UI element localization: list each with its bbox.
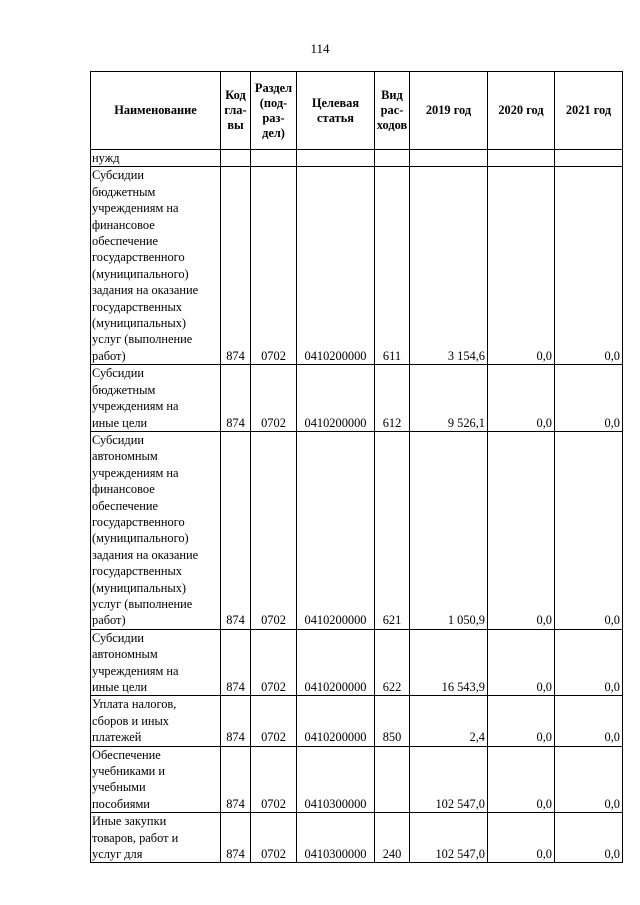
cell-y2021: 0,0	[555, 431, 623, 629]
cell-y2020: 0,0	[488, 746, 555, 813]
cell-section: 0702	[251, 629, 297, 696]
cell-target: 0410300000	[297, 746, 375, 813]
header-section: Раздел (под- раз- дел)	[251, 72, 297, 150]
cell-code: 874	[221, 365, 251, 432]
cell-type: 612	[375, 365, 410, 432]
cell-section: 0702	[251, 167, 297, 365]
cell-section: 0702	[251, 365, 297, 432]
header-type: Вид рас- ходов	[375, 72, 410, 150]
cell-type: 622	[375, 629, 410, 696]
cell-y2021: 0,0	[555, 696, 623, 746]
table-row	[91, 696, 623, 746]
cell-section: 0702	[251, 696, 297, 746]
cell-name: Субсидии автономным учреждениям на иные цели	[91, 629, 221, 696]
cell-code: 874	[221, 431, 251, 629]
cell-target: 0410200000	[297, 629, 375, 696]
cell-y2020: 0,0	[488, 696, 555, 746]
cell-y2021: 0,0	[555, 365, 623, 432]
cell-name: Уплата налогов, сборов и иных платежей	[91, 696, 221, 746]
table-row	[91, 150, 623, 167]
cell-name: Иные закупки товаров, работ и услуг для	[91, 813, 221, 863]
cell-y2021: 0,0	[555, 746, 623, 813]
cell-name: Субсидии автономным учреждениям на финансовое обеспечение государственного (муниципального) задания на оказание государственных (муниципальных) услуг (выполнение работ)	[91, 431, 221, 629]
cell-name: Субсидии бюджетным учреждениям на иные цели	[91, 365, 221, 432]
cell-y2021	[555, 150, 623, 167]
cell-type	[375, 746, 410, 813]
cell-y2019: 3 154,6	[410, 167, 488, 365]
cell-code: 874	[221, 696, 251, 746]
cell-type: 850	[375, 696, 410, 746]
cell-target: 0410200000	[297, 365, 375, 432]
cell-type: 621	[375, 431, 410, 629]
table-row	[91, 365, 623, 432]
table-row	[91, 431, 623, 629]
cell-section: 0702	[251, 813, 297, 863]
table-row	[91, 813, 623, 863]
cell-y2019: 102 547,0	[410, 813, 488, 863]
budget-table	[90, 71, 623, 863]
cell-y2019: 102 547,0	[410, 746, 488, 813]
cell-y2019: 2,4	[410, 696, 488, 746]
cell-y2019: 1 050,9	[410, 431, 488, 629]
cell-code: 874	[221, 629, 251, 696]
table-row	[91, 746, 623, 813]
cell-target	[297, 150, 375, 167]
header-2021: 2021 год	[555, 72, 623, 150]
cell-y2020: 0,0	[488, 813, 555, 863]
cell-y2021: 0,0	[555, 629, 623, 696]
cell-y2019: 9 526,1	[410, 365, 488, 432]
cell-target: 0410300000	[297, 813, 375, 863]
cell-section	[251, 150, 297, 167]
cell-target: 0410200000	[297, 696, 375, 746]
header-2019: 2019 год	[410, 72, 488, 150]
header-name: Наименование	[91, 72, 221, 150]
table-row	[91, 629, 623, 696]
cell-name: нужд	[91, 150, 221, 167]
cell-type: 240	[375, 813, 410, 863]
cell-target: 0410200000	[297, 167, 375, 365]
cell-name: Субсидии бюджетным учреждениям на финансовое обеспечение государственного (муниципального) задания на оказание государственных (муниципальных) услуг (выполнение работ)	[91, 167, 221, 365]
cell-code: 874	[221, 813, 251, 863]
header-code: Код гла- вы	[221, 72, 251, 150]
cell-y2020: 0,0	[488, 365, 555, 432]
cell-code: 874	[221, 746, 251, 813]
cell-target: 0410200000	[297, 431, 375, 629]
cell-y2020	[488, 150, 555, 167]
cell-y2021: 0,0	[555, 167, 623, 365]
cell-section: 0702	[251, 431, 297, 629]
cell-name: Обеспечение учебниками и учебными пособиями	[91, 746, 221, 813]
cell-section: 0702	[251, 746, 297, 813]
header-target: Целевая статья	[297, 72, 375, 150]
header-2020: 2020 год	[488, 72, 555, 150]
page-number: 114	[310, 41, 330, 56]
header-row	[91, 72, 623, 150]
table-row	[91, 167, 623, 365]
cell-y2020: 0,0	[488, 167, 555, 365]
cell-y2019	[410, 150, 488, 167]
cell-y2020: 0,0	[488, 629, 555, 696]
cell-y2019: 16 543,9	[410, 629, 488, 696]
cell-y2020: 0,0	[488, 431, 555, 629]
cell-type: 611	[375, 167, 410, 365]
cell-type	[375, 150, 410, 167]
cell-y2021: 0,0	[555, 813, 623, 863]
cell-code: 874	[221, 167, 251, 365]
cell-code	[221, 150, 251, 167]
